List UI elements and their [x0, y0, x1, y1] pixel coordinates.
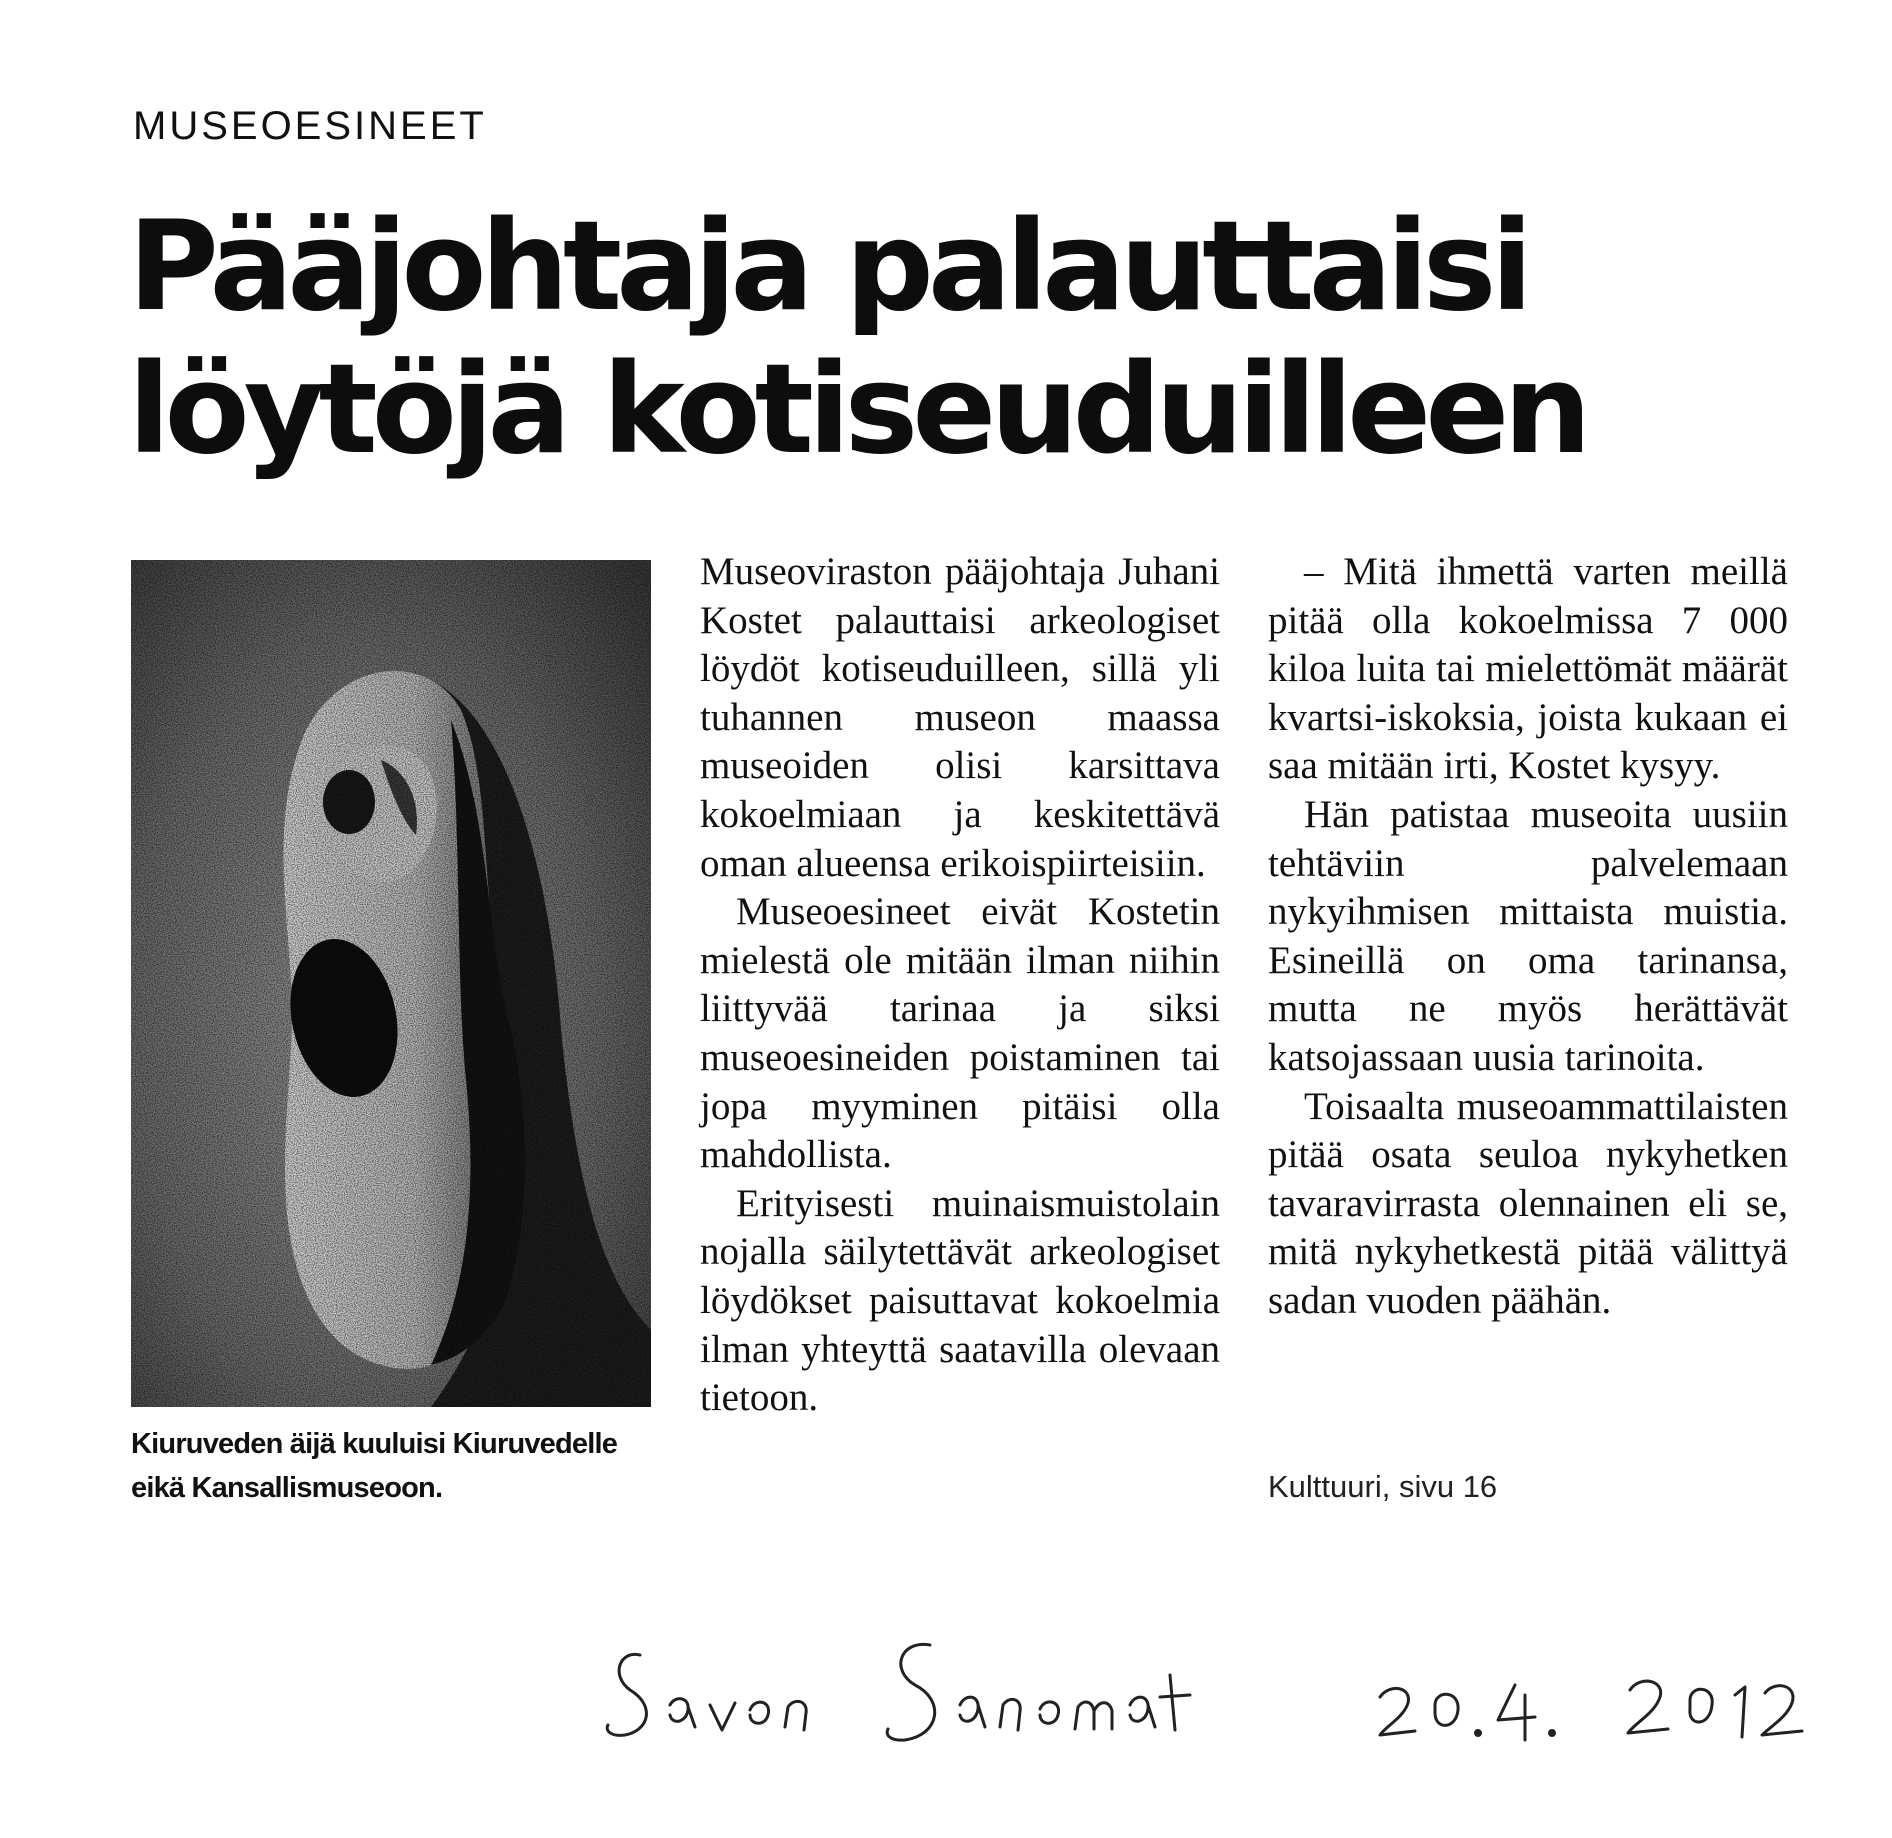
paragraph: Museoviraston pääjohtaja Juhani Kostet palauttaisi arkeologiset löydöt kotiseuduilleen, sillä yli tuhannen museon maassa museoiden olisi karsittava kokoelmiaan ja keskitettävä oman alueensa erikoispiirteisiin. — [700, 550, 1220, 885]
paragraph: Hän patistaa museoita uusiin tehtäviin palvelemaan nykyihmisen mittaista muistia. Esineillä on oma tarinansa, mutta ne myös herättävät katsojassaan uusia tarinoita. — [1268, 792, 1788, 1079]
handwritten-source-note — [600, 1635, 1830, 1765]
handwriting-scribble — [600, 1635, 1830, 1765]
section-kicker: MUSEOESINEET — [133, 104, 487, 148]
paragraph: – Mitä ihmettä varten meillä pitää olla kokoelmissa 7 000 kiloa luita tai mielettömät määrät kvartsi-iskoksia, joista kukaan ei saa mitään irti, Kostet kysyy. — [1268, 550, 1788, 788]
photo-caption: Kiuruveden äijä kuuluisi Kiuruvedelle eikä Kansallismuseoon. — [131, 1428, 618, 1504]
paragraph: Toisaalta museoammattilaisten pitää osata seuloa nykyhetken tavaravirrasta olennainen eli se, mitä nykyhetkestä pitää välittyä sadan vuoden päähän. — [1268, 1084, 1788, 1322]
headline — [128, 196, 1688, 482]
continued-reference: Kulttuuri, sivu 16 — [1268, 1469, 1498, 1504]
article-photo — [131, 560, 651, 1407]
paragraph: Erityisesti muinaismuistolain nojalla säilytettävät arkeologiset löydökset paisuttavat kokoelmia ilman yhteyttä saatavilla olevaan tietoon. — [700, 1181, 1220, 1420]
stone-figure-illustration — [131, 560, 651, 1407]
body-column-2 — [1268, 548, 1788, 1326]
body-column-1 — [700, 548, 1220, 1423]
headline-line-2: löytöjä kotiseuduilleen — [128, 338, 1586, 482]
headline-line-1: Pääjohtaja palauttaisi — [128, 195, 1528, 339]
paragraph: Museoesineet eivät Kostetin mielestä ole mitään ilman niihin liittyvää tarinaa ja siksi museoesineiden poistaminen tai jopa myyminen pitäisi olla mahdollista. — [700, 890, 1220, 1177]
